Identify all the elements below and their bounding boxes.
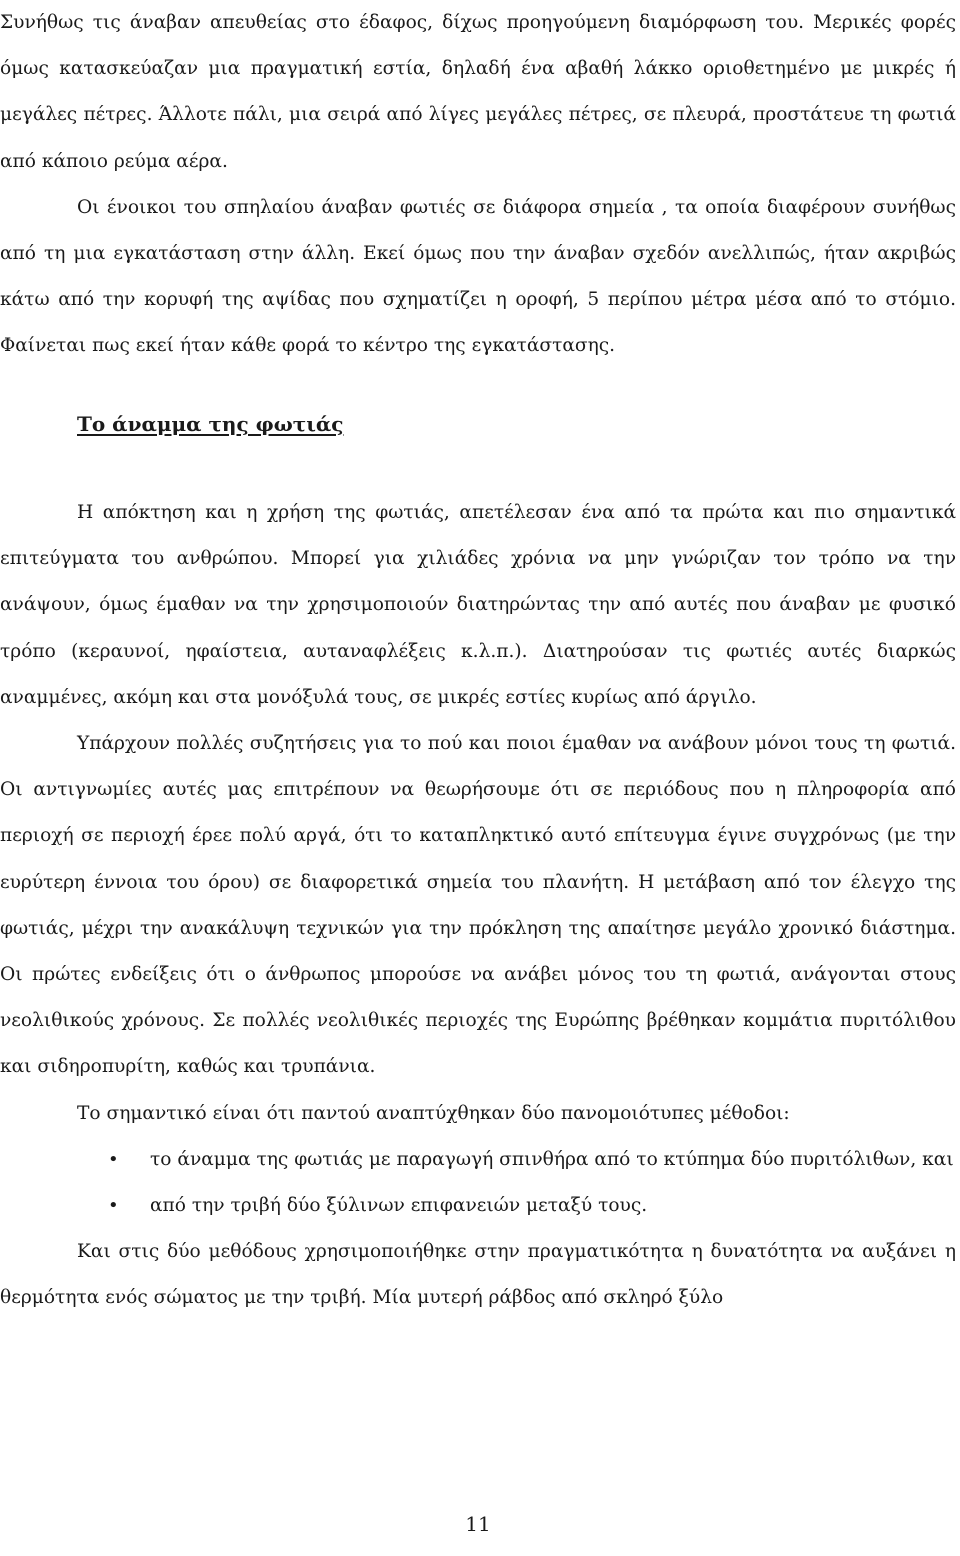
- paragraph-methods-intro: Το σημαντικό είναι ότι παντού αναπτύχθηκαν δύο πανομοιότυπες μέθοδοι:: [77, 1102, 790, 1124]
- paragraph-fire-placement: Συνήθως τις άναβαν απευθείας στο έδαφος, δίχως προηγούμενη διαμόρφωση του. Μερικές φορές όμως κατασκεύαζαν μια πραγματική εστία, δηλαδή ένα αβαθή λάκκο οριοθετημένο με μικρές ή μεγάλες πέτρες. Άλλοτε πάλι, μια σειρά από λίγες μεγάλες πέτρες, σε πλευρά, προστάτευε τη φωτιά από κάποιο ρεύμα αέρα.: [0, 12, 956, 172]
- section-heading: Το άναμμα της φωτιάς: [77, 412, 344, 436]
- text-section-top: [0, 0, 956, 370]
- bullet-icon: •: [108, 1195, 119, 1217]
- text-section-bottom: [0, 490, 956, 1322]
- page-number: 11: [465, 1512, 491, 1536]
- list-item-text: από την τριβή δύο ξύλινων επιφανειών μεταξύ τους.: [150, 1195, 648, 1217]
- methods-list: [0, 1137, 956, 1229]
- paragraph-acquisition: Η απόκτηση και η χρήση της φωτιάς, απετέλεσαν ένα από τα πρώτα και πιο σημαντικά επιτεύγματα του ανθρώπου. Μπορεί για χιλιάδες χρόνια να μην γνώριζαν τον τρόπο να την ανάψουν, όμως έμαθαν να την χρησιμοποιούν διατηρώντας την από αυτές που άναβαν με φυσικό τρόπο (κεραυνοί, ηφαίστεια, αυταναφλέξεις κ.λ.π.). Διατηρούσαν τις φωτιές αυτές διαρκώς αναμμένες, ακόμη και στα μονόξυλά τους, σε μικρές εστίες κυρίως από άργιλο.: [0, 502, 956, 708]
- list-item: [0, 1183, 956, 1229]
- paragraph-cave-inhabitants: Οι ένοικοι του σπηλαίου άναβαν φωτιές σε διάφορα σημεία , τα οποία διαφέρουν συνήθως από τη μια εγκατάσταση στην άλλη. Εκεί όμως που την άναβαν σχεδόν ανελλιπώς, ήταν ακριβώς κάτω από την κορυφή της αψίδας που σχηματίζει η οροφή, 5 περίπου μέτρα μέσα από το στόμιο. Φαίνεται πως εκεί ήταν κάθε φορά το κέντρο της εγκατάστασης.: [0, 196, 956, 357]
- list-item-text: το άναμμα της φωτιάς με παραγωγή σπινθήρα από το κτύπημα δύο πυριτόλιθων, και: [150, 1148, 954, 1170]
- paragraph-discussions: Υπάρχουν πολλές συζητήσεις για το πού και ποιοι έμαθαν να ανάβουν μόνοι τους τη φωτιά. Οι αντιγνωμίες αυτές μας επιτρέπουν να θεωρήσουμε ότι σε περιόδους που η πληροφορία από περιοχή σε περιοχή έρεε πολύ αργά, ότι το καταπληκτικό αυτό επίτευγμα έγινε συγχρόνως (με την ευρύτερη έννοια του όρου) σε διαφορετικά σημεία του πλανήτη. Η μετάβαση από τον έλεγχο της φωτιάς, μέχρι την ανακάλυψη τεχνικών για την πρόκληση της απαίτησε μεγάλο χρονικό διάστημα. Οι πρώτες ενδείξεις ότι ο άνθρωπος μπορούσε να ανάβει μόνος του τη φωτιά, ανάγονται στους νεολιθικούς χρόνους. Σε πολλές νεολιθικές περιοχές της Ευρώπης βρέθηκαν κομμάτια πυριτόλιθου και σιδηροπυρίτη, καθώς και τρυπάνια.: [0, 733, 956, 1078]
- list-item: [0, 1137, 956, 1183]
- bullet-icon: •: [108, 1148, 119, 1170]
- paragraph-friction: Και στις δύο μεθόδους χρησιμοποιήθηκε στην πραγματικότητα η δυνατότητα να αυξάνει η θερμότητα ενός σώματος με την τριβή. Μία μυτερή ράβδος από σκληρό ξύλο: [0, 1241, 956, 1309]
